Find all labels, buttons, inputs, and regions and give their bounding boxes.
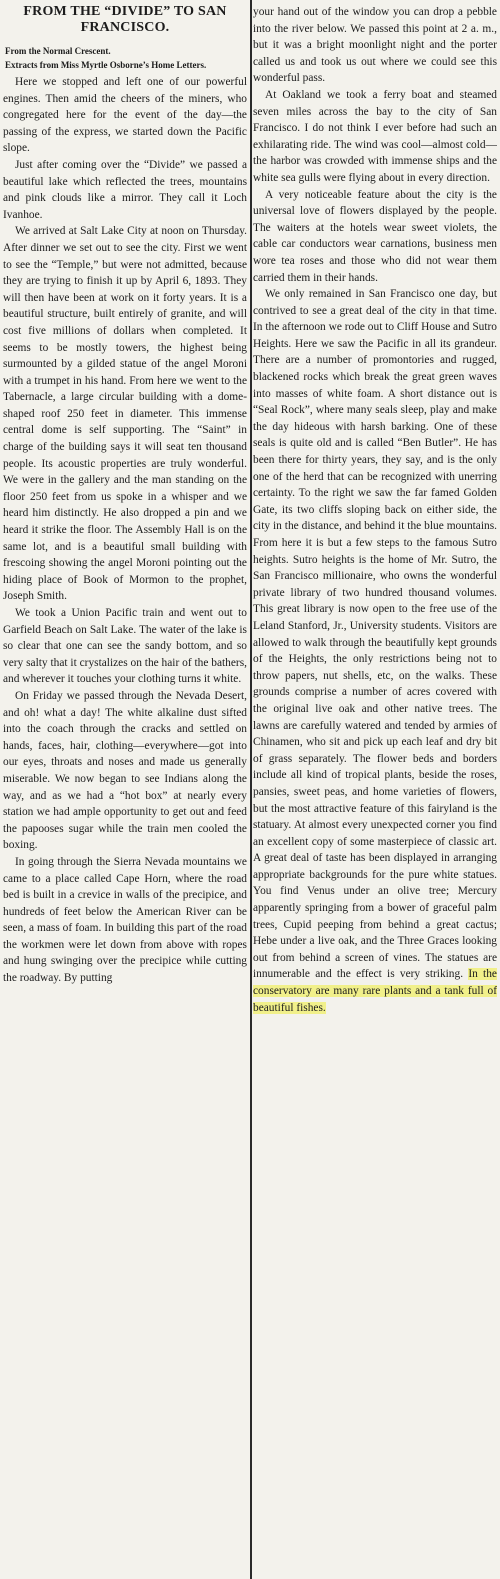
paragraph: We arrived at Salt Lake City at noon on Thursday. After dinner we set out to see the city. First we went to see the “Temple,” but were not admitted, because they are trying to finish it up by April 6, 1893. They will then have been at work on it forty years. It is a beautiful structure, built entirely of granite, and will cost five millions of dollars when completed. It seems to be mostly towers, the highest being surmounted by a gilded statue of the angel Moroni with a trumpet in his hand. From here we went to the Tabernacle, a large circular building with a dome-shaped roof 250 feet in diameter. This immense central dome is self supporting. The “Saint” in charge of the building says it will seat ten thousand people. Its acoustic properties are truly wonderful. We were in the gallery and the man standing on the floor 250 feet from us spoke in a whisper and we heard him distinctly. He also dropped a pin and we heard it strike the floor. The Assembly Hall is on the same lot, and is a beautiful small building with frescoing showing the angel Moroni pointing out the hiding place of Book of Mormon to the prophet, Joseph Smith. xyxy=(3,225,247,603)
paragraph xyxy=(253,286,497,1016)
article-source: From the Normal Crescent. xyxy=(5,46,111,56)
paragraph: A very noticeable feature about the city is the universal love of flowers displayed by the people. The waiters at the hotels wear sweet violets, the cable car conductors wear carnations, business men wore tea roses and those who did not wear them carried them in their hands. xyxy=(253,188,497,284)
article-title: FROM THE “DIVIDE” TO SAN FRANCISCO. xyxy=(23,4,227,35)
column-left xyxy=(3,4,247,1579)
paragraph: In going through the Sierra Nevada mountains we came to a place called Cape Horn, where the road bed is built in a crevice in walls of the precipice, and hundreds of feet below the American River can be seen, a mass of foam. In building this part of the road the workmen were let down from above with ropes and hung swinging over the precipice while cutting the roadway. By putting xyxy=(3,855,247,985)
paragraph: your hand out of the window you can drop a pebble into the river below. We passed this point at 2 a. m., but it was a bright moonlight night and the porter called us and took us out where we could see this wonderful pass. xyxy=(253,6,497,85)
column-right xyxy=(253,4,497,1579)
paragraph: At Oakland we took a ferry boat and steamed seven miles across the bay to the city of San Francisco. I do not think I ever before had such an exhilarating ride. The wind was cool—almost cold—the harbor was crowded with immense ships and the white sea gulls were flying about in every direction. xyxy=(253,88,497,184)
article-subtitle: Extracts from Miss Myrtle Osborne’s Home Letters. xyxy=(5,60,207,70)
paragraph: On Friday we passed through the Nevada Desert, and oh! what a day! The white alkaline dust sifted into the coach through the cracks and settled on hands, faces, hair, clothing—everywhere—got into our eyes, throats and noses and made us generally miserable. We now began to see Indians along the way, and as we had a “hot box” at nearly every station we had ample opportunity to get out and feed the papooses sugar while the train men cooled the boxing. xyxy=(3,689,247,852)
highlighted-text: In the conservatory are many rare plants and a tank full of beautiful fishes. xyxy=(253,968,497,1014)
paragraph-text: We only remained in San Francisco one day, but contrived to see a great deal of the city in that time. In the afternoon we rode out to Cliff House and Sutro Heights. Here we saw the Pacific in all its grandeur. There are a number of promontories and rugged, blackened rocks which break the great green waves into masses of white foam. A short distance out is “Seal Rock”, where many seals sleep, play and make the day hideous with harsh barking. One of these seals is quite old and is called “Ben Butler”. He has been there for thirty years, they say, and is the only one of the herd that can be recognized with unerring certainty. To the right we saw the far famed Golden Gate, its two cliffs sloping back on either side, the city in the distance, and behind it the blue mountains. From here it is but a few steps to the famous Sutro heights. Sutro heights is the home of Mr. Sutro, the San Francisco millionaire, who owns the wonderful private library of two hundred thousand volumes. This great library is now open to the free use of the Leland Stanford, Jr., University students. Visitors are allowed to walk through the beautifully kept grounds of the Heights, the only restrictions being not to throw papers, nut shells, etc, on the walks. These grounds comprise a number of acres covered with the original live oak and other native trees. The lawns are carefully watered and tended by armies of Chinamen, who sit and pick up each leaf and dry bit of grass separately. The flower beds and borders include all kind of tropical plants, beside the roses, pansies, sweet peas, and home varieties of flowers, but the most attractive feature of this fairyland is the statuary. At almost every unexpected corner you find an excellent copy of some masterpiece of classic art. A great deal of taste has been displayed in arranging appropriate backgrounds for the pure white statues. You find Venus under an olive tree; Mercury apparently springing from a bower of graceful palm trees, Cupid peeping from behind a great cactus; Hebe under a live oak, and the Three Graces looking out from behind a screen of vines. The statues are innumerable and the effect is very striking. xyxy=(253,288,497,981)
paragraph: Just after coming over the “Divide” we passed a beautiful lake which reflected the trees, mountains and pink clouds like a mirror. They call it Loch Ivanhoe. xyxy=(3,158,247,221)
paragraph: Here we stopped and left one of our powerful engines. Then amid the cheers of the miners, who congregated here for the event of the day—the passing of the express, we started down the Pacific slope. xyxy=(3,76,247,155)
paragraph: We took a Union Pacific train and went out to Garfield Beach on Salt Lake. The water of the lake is so clear that one can see the sandy bottom, and so very salty that it crystalizes on the hair of the bathers, and wherever it touches your clothing turns it white. xyxy=(3,607,247,686)
column-rule xyxy=(250,0,252,1579)
